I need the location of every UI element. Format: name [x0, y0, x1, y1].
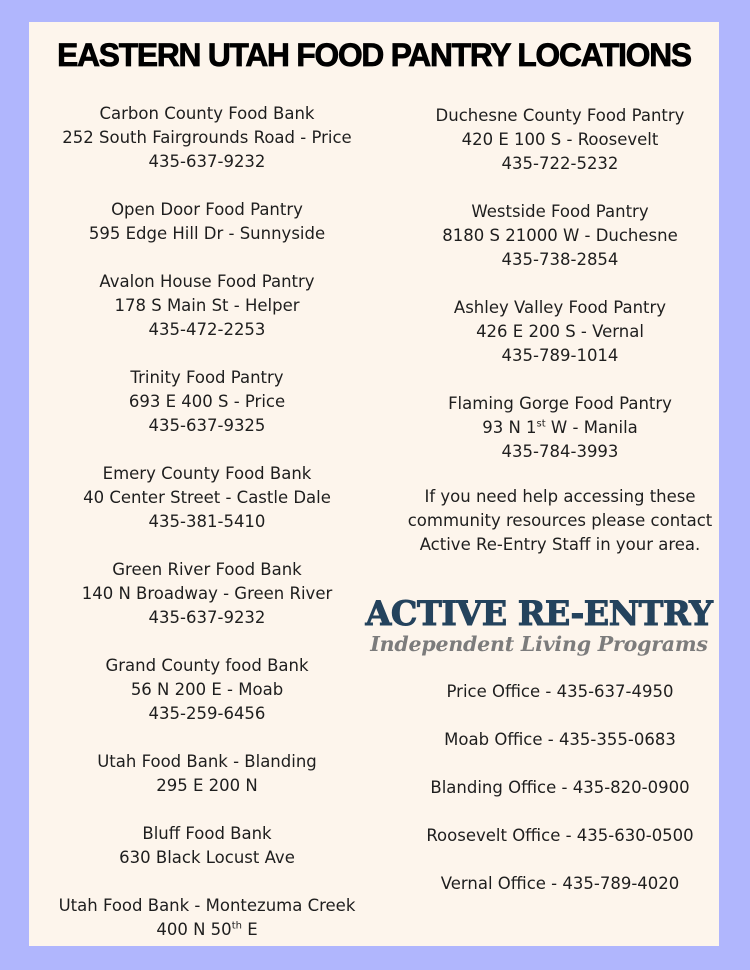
- pantry-phone: 435-381-5410: [148, 512, 266, 531]
- pantry-name: Open Door Food Pantry: [111, 200, 303, 219]
- office-contact-list: [385, 680, 735, 920]
- pantry-entry-avalon: [29, 270, 385, 342]
- pantry-name: Ashley Valley Food Pantry: [453, 298, 667, 317]
- office-price: Price Office - 435-637-4950: [446, 682, 674, 701]
- address-part: E: [241, 920, 258, 939]
- active-reentry-logo: [359, 596, 719, 656]
- address-part: 400 N 50: [156, 920, 232, 939]
- pantry-name: Carbon County Food Bank: [99, 104, 315, 123]
- help-text: [385, 485, 735, 557]
- office-blanding: Blanding Office - 435-820-0900: [430, 778, 690, 797]
- pantry-address: 140 N Broadway - Green River: [81, 584, 333, 603]
- pantry-address: 595 Edge Hill Dr - Sunnyside: [88, 224, 326, 243]
- pantry-name: Emery County Food Bank: [102, 464, 312, 483]
- ordinal-suffix: st: [536, 418, 546, 430]
- address-part: W - Manila: [545, 418, 638, 437]
- pantry-name: Grand County food Bank: [105, 656, 309, 675]
- pantry-phone: 435-738-2854: [501, 250, 619, 269]
- pantry-entry-emery: [29, 462, 385, 534]
- pantry-entry-trinity: [29, 366, 385, 438]
- pantry-name: Duchesne County Food Pantry: [435, 106, 685, 125]
- pantry-phone: 435-789-1014: [501, 346, 619, 365]
- ordinal-suffix: th: [231, 920, 242, 932]
- address-part: 93 N 1: [482, 418, 537, 437]
- pantry-phone: 435-472-2253: [148, 320, 266, 339]
- pantry-entry-ashley-valley: [385, 296, 735, 368]
- help-line: If you need help accessing these: [424, 487, 696, 506]
- help-line: Active Re-Entry Staff in your area.: [419, 535, 701, 554]
- pantry-phone: 435-637-9232: [148, 152, 266, 171]
- page-title: EASTERN UTAH FOOD PANTRY LOCATIONS: [57, 37, 691, 73]
- left-pantry-list: [29, 102, 385, 966]
- office-moab: Moab Office - 435-355-0683: [444, 730, 676, 749]
- office-vernal: Vernal Office - 435-789-4020: [440, 874, 680, 893]
- pantry-address: 630 Black Locust Ave: [119, 848, 295, 867]
- pantry-name: Trinity Food Pantry: [130, 368, 284, 387]
- pantry-name: Green River Food Bank: [112, 560, 302, 579]
- pantry-address: 426 E 200 S - Vernal: [476, 322, 644, 341]
- help-line: community resources please contact: [407, 511, 713, 530]
- pantry-name: Avalon House Food Pantry: [99, 272, 315, 291]
- pantry-address: 40 Center Street - Castle Dale: [83, 488, 331, 507]
- pantry-address: 8180 S 21000 W - Duchesne: [442, 226, 678, 245]
- flyer-panel: [29, 22, 719, 946]
- pantry-entry-flaming-gorge: [385, 392, 735, 464]
- pantry-phone: 435-637-9325: [148, 416, 266, 435]
- pantry-name: Bluff Food Bank: [142, 824, 272, 843]
- pantry-address: 693 E 400 S - Price: [128, 392, 286, 411]
- pantry-phone: 435-722-5232: [501, 154, 619, 173]
- pantry-entry-duchesne: [385, 104, 735, 176]
- pantry-address: 56 N 200 E - Moab: [130, 680, 284, 699]
- pantry-name: Flaming Gorge Food Pantry: [448, 394, 672, 413]
- office-roosevelt: Roosevelt Office - 435-630-0500: [426, 826, 694, 845]
- logo-main-text: ACTIVE RE-ENTRY: [365, 594, 713, 634]
- pantry-address: 252 South Fairgrounds Road - Price: [62, 128, 352, 147]
- pantry-phone: 435-784-3993: [501, 442, 619, 461]
- pantry-address: [29, 918, 385, 942]
- right-pantry-list: [385, 104, 735, 488]
- pantry-entry-westside: [385, 200, 735, 272]
- pantry-entry-green-river: [29, 558, 385, 630]
- logo-subtitle: Independent Living Programs: [370, 632, 708, 656]
- pantry-entry-blanding: [29, 750, 385, 798]
- pantry-phone: 435-259-6456: [148, 704, 266, 723]
- pantry-name: Westside Food Pantry: [471, 202, 649, 221]
- pantry-address: 295 E 200 N: [156, 776, 258, 795]
- pantry-address: 178 S Main St - Helper: [114, 296, 300, 315]
- pantry-phone: 435-637-9232: [148, 608, 266, 627]
- pantry-name: Utah Food Bank - Blanding: [97, 752, 317, 771]
- pantry-address: [385, 416, 735, 440]
- pantry-address: 420 E 100 S - Roosevelt: [461, 130, 659, 149]
- pantry-name: Utah Food Bank - Montezuma Creek: [58, 896, 356, 915]
- pantry-entry-grand-county: [29, 654, 385, 726]
- pantry-entry-open-door: [29, 198, 385, 246]
- pantry-entry-carbon: [29, 102, 385, 174]
- pantry-entry-bluff: [29, 822, 385, 870]
- pantry-entry-montezuma-creek: [29, 894, 385, 942]
